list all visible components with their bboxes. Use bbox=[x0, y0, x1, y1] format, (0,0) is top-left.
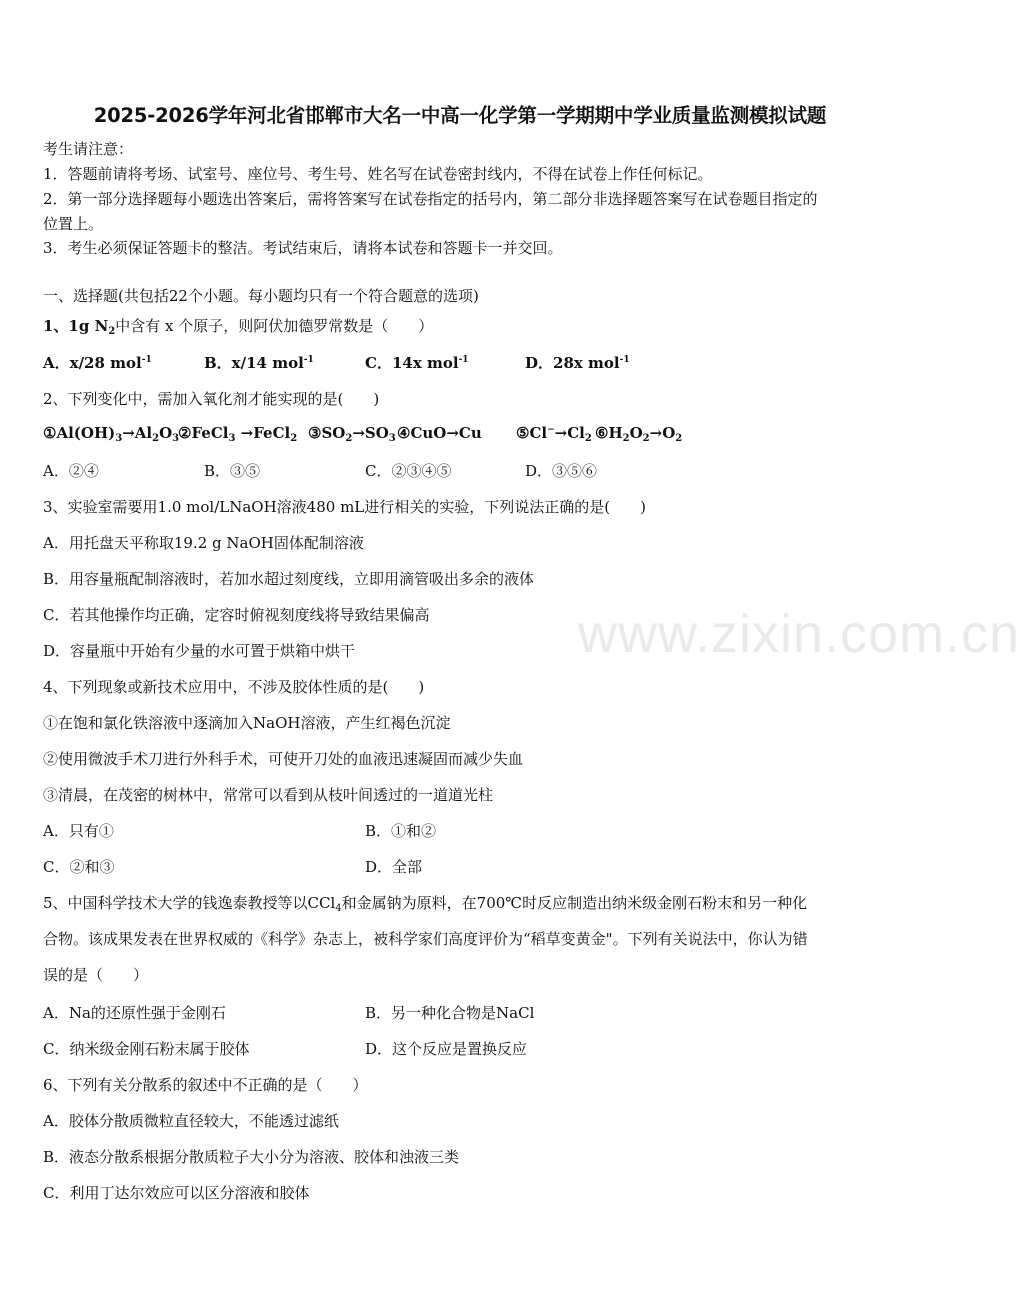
q2-option-b: B．③⑤ bbox=[204, 462, 261, 480]
q5-option-c: C．纳米级金刚石粉末属于胶体 bbox=[43, 1040, 250, 1058]
notice-item-2: 2．第一部分选择题每小题选出答案后，需将答案写在试卷指定的括号内，第二部分非选择题答案写在试卷题目指定的 bbox=[43, 190, 818, 208]
q2-option-d: D．③⑤⑥ bbox=[525, 462, 598, 480]
notice-item-2-cont: 位置上。 bbox=[43, 215, 104, 233]
q4-option-c: C．②和③ bbox=[43, 858, 115, 876]
q6-option-a: A．胶体分散质微粒直径较大，不能透过滤纸 bbox=[43, 1112, 339, 1130]
q2-option-a: A．②④ bbox=[43, 462, 99, 480]
notice-item-3: 3．考生必须保证答题卡的整洁。考试结束后，请将本试卷和答题卡一并交回。 bbox=[43, 239, 563, 257]
q2-change-2: ②FeCl$_3$ →FeCl$_2$ bbox=[178, 424, 298, 444]
q3-option-b: B．用容量瓶配制溶液时，若加水超过刻度线，立即用滴管吸出多余的液体 bbox=[43, 570, 535, 588]
q4-option-b: B．①和② bbox=[365, 822, 437, 840]
q5-option-d: D．这个反应是置换反应 bbox=[365, 1040, 528, 1058]
q5-option-b: B．另一种化合物是NaCl bbox=[365, 1004, 535, 1022]
q1-option-d: D．28x mol$^{-1}$ bbox=[525, 354, 630, 372]
q4-option-d: D．全部 bbox=[365, 858, 423, 876]
q1-stem: 1、1g $N_2$中含有 x 个原子，则阿伏加德罗常数是（ ） bbox=[43, 317, 434, 337]
q4-stem: 4、下列现象或新技术应用中，不涉及胶体性质的是( ) bbox=[43, 678, 425, 696]
q4-item-2: ②使用微波手术刀进行外科手术，可使开刀处的血液迅速凝固而减少失血 bbox=[43, 750, 524, 768]
q6-stem: 6、下列有关分散系的叙述中不正确的是（ ） bbox=[43, 1076, 368, 1094]
watermark: www.zixin.com.cn bbox=[578, 604, 1020, 664]
q4-option-a: A．只有① bbox=[43, 822, 114, 840]
notice-item-1: 1．答题前请将考场、试室号、座位号、考生号、姓名写在试卷密封线内，不得在试卷上作任何标记。 bbox=[43, 165, 713, 183]
section-heading: 一、选择题(共包括22个小题。每小题均只有一个符合题意的选项) bbox=[43, 287, 479, 305]
q3-option-a: A．用托盘天平称取19.2 g NaOH固体配制溶液 bbox=[43, 534, 364, 552]
q4-item-3: ③清晨，在茂密的树林中，常常可以看到从枝叶间透过的一道道光柱 bbox=[43, 786, 494, 804]
q5-stem-line-1: 5、中国科学技术大学的钱逸泰教授等以CCl$_4$和金属钠为原料，在700℃时反应制造出纳米级金刚石粉末和另一种化 bbox=[43, 894, 808, 914]
q2-stem: 2、下列变化中，需加入氧化剂才能实现的是( ) bbox=[43, 390, 380, 408]
q4-item-1: ①在饱和氯化铁溶液中逐滴加入NaOH溶液，产生红褐色沉淀 bbox=[43, 714, 451, 732]
q1-option-a: A．x/28 mol$^{-1}$ bbox=[43, 354, 152, 372]
q2-change-1: $①Al(OH)_3\to Al_2O_3$ bbox=[43, 424, 180, 444]
q1-option-b: B．x/14 mol$^{-1}$ bbox=[204, 354, 314, 372]
q3-option-d: D．容量瓶中开始有少量的水可置于烘箱中烘干 bbox=[43, 642, 356, 660]
q5-stem-line-2: 合物。该成果发表在世界权威的《科学》杂志上，被科学家们高度评价为“稻草变黄金"。下列有关说法中，你认为错 bbox=[43, 930, 808, 948]
q3-stem: 3、实验室需要用1.0 mol/LNaOH溶液480 mL进行相关的实验，下列说法正确的是( ) bbox=[43, 498, 646, 516]
q6-option-b: B．液态分散系根据分散质粒子大小分为溶液、胶体和浊液三类 bbox=[43, 1148, 460, 1166]
q2-option-c: C．②③④⑤ bbox=[365, 462, 452, 480]
page-title: 2025-2026学年河北省邯郸市大名一中高一化学第一学期期中学业质量监测模拟试题 bbox=[93, 104, 827, 127]
q2-change-4: ④CuO→Cu bbox=[397, 424, 482, 442]
q3-option-c: C．若其他操作均正确，定容时俯视刻度线将导致结果偏高 bbox=[43, 606, 430, 624]
q5-option-a: A．Na的还原性强于金刚石 bbox=[43, 1004, 226, 1022]
q2-change-6: $⑥H_2O_2\to O_2$ bbox=[595, 424, 683, 444]
q1-option-c: C．14x mol$^{-1}$ bbox=[365, 354, 469, 372]
q5-stem-line-3: 误的是（ ） bbox=[43, 966, 149, 984]
q6-option-c: C．利用丁达尔效应可以区分溶液和胶体 bbox=[43, 1184, 310, 1202]
q2-change-3: $③SO_2\to SO_3$ bbox=[308, 424, 396, 444]
q2-change-5: $⑤Cl^-\to Cl_2$ bbox=[516, 424, 592, 444]
notice-heading: 考生请注意： bbox=[43, 140, 134, 158]
